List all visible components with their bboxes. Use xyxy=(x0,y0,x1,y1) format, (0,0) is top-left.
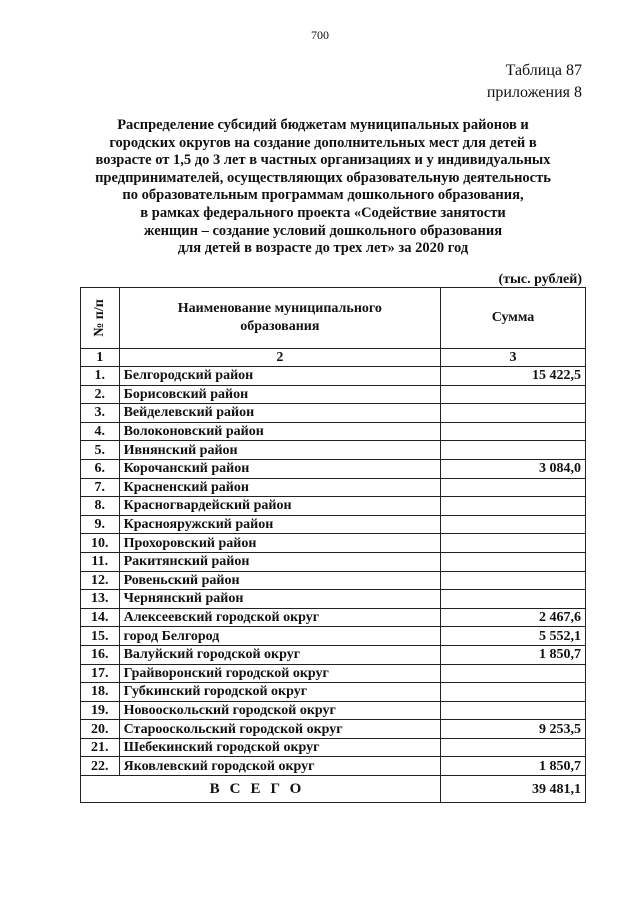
row-number: 13. xyxy=(81,590,120,609)
title-line: в рамках федерального проекта «Содействие занятости xyxy=(140,204,506,221)
subsidy-amount: 3 084,0 xyxy=(441,459,586,478)
row-number: 17. xyxy=(81,664,120,683)
table-row xyxy=(81,571,586,590)
row-number: 16. xyxy=(81,645,120,664)
row-number: 14. xyxy=(81,608,120,627)
row-number: 10. xyxy=(81,534,120,553)
table-row xyxy=(81,422,586,441)
row-number: 21. xyxy=(81,738,120,757)
table-row xyxy=(81,404,586,423)
title-line: по образовательным программам дошкольного образования, xyxy=(122,187,524,204)
table-row xyxy=(81,664,586,683)
page-number: 700 xyxy=(311,28,329,42)
table-row xyxy=(81,645,586,664)
subsidy-amount xyxy=(441,590,586,609)
municipality-name: Белгородский район xyxy=(119,367,440,386)
table-row xyxy=(81,590,586,609)
table-row xyxy=(81,720,586,739)
subsidy-amount: 2 467,6 xyxy=(441,608,586,627)
appendix-reference: приложения 8 xyxy=(486,84,582,101)
subsidy-amount xyxy=(441,552,586,571)
column-index-row xyxy=(81,349,586,367)
header-sum: Сумма xyxy=(441,288,586,349)
table-row xyxy=(81,552,586,571)
subsidy-amount xyxy=(441,571,586,590)
subsidy-amount: 5 552,1 xyxy=(441,627,586,646)
table-row xyxy=(81,515,586,534)
subsidy-amount xyxy=(441,664,586,683)
municipality-name: Прохоровский район xyxy=(119,534,440,553)
table-row xyxy=(81,367,586,386)
table-row xyxy=(81,757,586,776)
municipality-name: Яковлевский городской округ xyxy=(119,757,440,776)
table-row xyxy=(81,441,586,460)
total-amount: 39 481,1 xyxy=(441,776,586,803)
row-number: 15. xyxy=(81,627,120,646)
municipality-name: Ивнянский район xyxy=(119,441,440,460)
column-index: 3 xyxy=(441,349,586,367)
subsidy-amount xyxy=(441,683,586,702)
header-num xyxy=(81,288,120,349)
subsidy-amount xyxy=(441,385,586,404)
table-row xyxy=(81,534,586,553)
row-number: 8. xyxy=(81,497,120,516)
municipality-name: Грайворонский городской округ xyxy=(119,664,440,683)
municipality-name: Краснояружский район xyxy=(119,515,440,534)
municipality-name: Валуйский городской округ xyxy=(119,645,440,664)
table-row xyxy=(81,385,586,404)
subsidy-table xyxy=(80,287,586,803)
subsidy-amount xyxy=(441,534,586,553)
subsidy-amount xyxy=(441,738,586,757)
column-index: 2 xyxy=(119,349,440,367)
subsidy-amount xyxy=(441,422,586,441)
municipality-name: Вейделевский район xyxy=(119,404,440,423)
row-number: 3. xyxy=(81,404,120,423)
subsidy-amount xyxy=(441,515,586,534)
title-line: предпринимателей, осуществляющих образовательную деятельность xyxy=(95,169,551,186)
row-number: 18. xyxy=(81,683,120,702)
municipality-name: Борисовский район xyxy=(119,385,440,404)
subsidy-amount xyxy=(441,701,586,720)
column-index: 1 xyxy=(81,349,120,367)
row-number: 9. xyxy=(81,515,120,534)
subsidy-amount xyxy=(441,497,586,516)
subsidy-amount xyxy=(441,404,586,423)
title-line: городских округов на создание дополнительных мест для детей в xyxy=(109,134,537,151)
municipality-name: Чернянский район xyxy=(119,590,440,609)
table-row xyxy=(81,701,586,720)
municipality-name: Губкинский городской округ xyxy=(119,683,440,702)
municipality-name: Новооскольский городской округ xyxy=(119,701,440,720)
row-number: 20. xyxy=(81,720,120,739)
municipality-name: Старооскольский городской округ xyxy=(119,720,440,739)
subsidy-amount xyxy=(441,478,586,497)
table-row xyxy=(81,459,586,478)
row-number: 5. xyxy=(81,441,120,460)
row-number: 7. xyxy=(81,478,120,497)
subsidy-amount: 9 253,5 xyxy=(441,720,586,739)
table-row xyxy=(81,738,586,757)
total-row xyxy=(81,776,586,803)
table-row xyxy=(81,608,586,627)
title-line: возрасте от 1,5 до 3 лет в частных организациях и у индивидуальных xyxy=(95,152,551,169)
row-number: 12. xyxy=(81,571,120,590)
title-line: женщин – создание условий дошкольного образования xyxy=(143,222,503,239)
table-number: Таблица 87 xyxy=(505,62,582,79)
document-title xyxy=(88,117,558,258)
row-number: 1. xyxy=(81,367,120,386)
subsidy-amount: 1 850,7 xyxy=(441,757,586,776)
municipality-name: Шебекинский городской округ xyxy=(119,738,440,757)
municipality-name: Красногвардейский район xyxy=(119,497,440,516)
subsidy-amount: 15 422,5 xyxy=(441,367,586,386)
municipality-name: Алексеевский городской округ xyxy=(119,608,440,627)
municipality-name: город Белгород xyxy=(119,627,440,646)
table-row xyxy=(81,497,586,516)
municipality-name: Красненский район xyxy=(119,478,440,497)
row-number: 2. xyxy=(81,385,120,404)
total-label: ВСЕГО xyxy=(81,776,441,803)
subsidy-amount: 1 850,7 xyxy=(441,645,586,664)
table-row xyxy=(81,683,586,702)
units-label: (тыс. рублей) xyxy=(498,272,582,287)
title-line: Распределение субсидий бюджетам муниципальных районов и xyxy=(117,117,529,133)
municipality-name: Ракитянский район xyxy=(119,552,440,571)
municipality-name: Волоконовский район xyxy=(119,422,440,441)
table-row xyxy=(81,627,586,646)
row-number: 4. xyxy=(81,422,120,441)
row-number: 19. xyxy=(81,701,120,720)
subsidy-amount xyxy=(441,441,586,460)
row-number: 6. xyxy=(81,459,120,478)
municipality-name: Ровеньский район xyxy=(119,571,440,590)
header-num-label: № п/п xyxy=(91,299,107,337)
row-number: 11. xyxy=(81,552,120,571)
title-line: для детей в возрасте до трех лет» за 2020 год xyxy=(177,240,469,257)
table-header-row xyxy=(81,288,586,349)
municipality-name: Корочанский район xyxy=(119,459,440,478)
table-row xyxy=(81,478,586,497)
header-name: Наименование муниципального образования xyxy=(119,288,440,349)
row-number: 22. xyxy=(81,757,120,776)
